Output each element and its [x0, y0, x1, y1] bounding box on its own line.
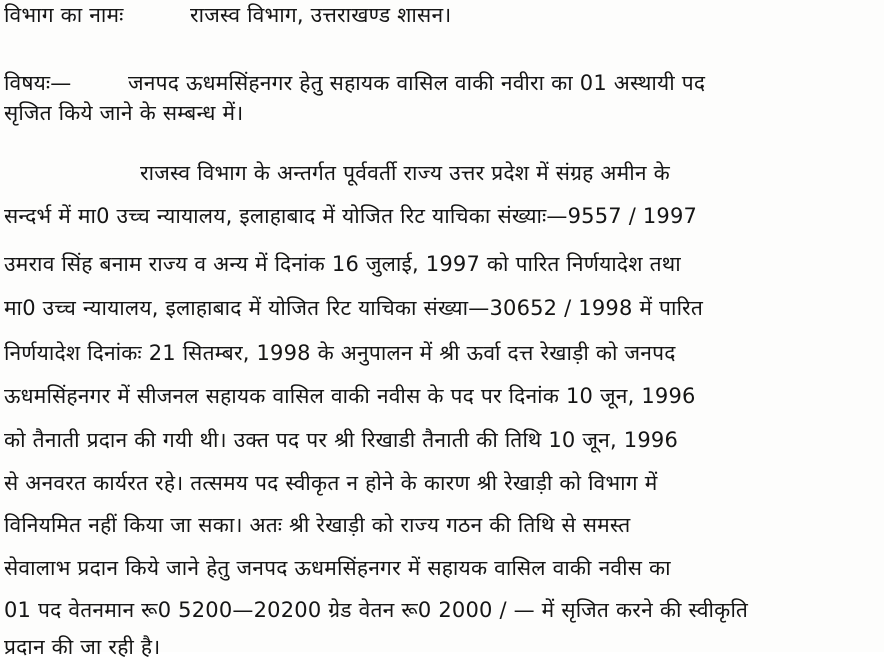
subject-line-2: सृजित किये जाने के सम्बन्ध में।: [4, 101, 244, 125]
body-line-3: उमराव सिंह बनाम राज्य व अन्य में दिनांक 16 जुलाई, 1997 को पारित निर्णयादेश तथा: [4, 252, 681, 276]
department-value: राजस्व विभाग, उत्तराखण्ड शासन।: [190, 3, 452, 27]
body-line-7: को तैनाती प्रदान की गयी थी। उक्त पद पर श्री रिखाडी तैनाती की तिथि 10 जून, 1996: [4, 428, 679, 452]
subject-line-1: जनपद ऊधमसिंहनगर हेतु सहायक वासिल वाकी नवीरा का 01 अस्थायी पद: [128, 71, 706, 95]
body-line-6: ऊधमसिंहनगर में सीजनल सहायक वासिल वाकी नवीस के पद पर दिनांक 10 जून, 1996: [4, 384, 696, 408]
body-line-10: सेवालाभ प्रदान किये जाने हेतु जनपद ऊधमसिंहनगर में सहायक वासिल वाकी नवीस का: [4, 556, 671, 580]
body-line-1: राजस्व विभाग के अन्तर्गत पूर्ववर्ती राज्य उत्तर प्रदेश में संग्रह अमीन के: [140, 161, 670, 185]
body-line-5: निर्णयादेश दिनांकः 21 सितम्बर, 1998 के अनुपालन में श्री ऊर्वा दत्त रेखाड़ी को जनपद: [4, 341, 676, 365]
subject-label: विषयः—: [4, 71, 72, 95]
body-line-9: विनियमित नहीं किया जा सका। अतः श्री रेखाड़ी को राज्य गठन की तिथि से समस्त: [4, 513, 631, 537]
body-line-11: 01 पद वेतनमान रू0 5200—20200 ग्रेड वेतन रू0 2000 / — में सृजित करने की स्वीकृति: [4, 598, 749, 622]
body-line-12: प्रदान की जा रही है।: [4, 635, 161, 659]
body-line-4: मा0 उच्च न्यायालय, इलाहाबाद में योजित रिट याचिका संख्या—30652 / 1998 में पारित: [4, 296, 703, 320]
body-line-8: से अनवरत कार्यरत रहे। तत्समय पद स्वीकृत न होने के कारण श्री रेखाड़ी को विभाग में: [4, 471, 658, 495]
department-label: विभाग का नामः: [4, 3, 124, 27]
body-line-2: सन्दर्भ में मा0 उच्च न्यायालय, इलाहाबाद में योजित रिट याचिका संख्याः—9557 / 1997: [4, 204, 698, 228]
